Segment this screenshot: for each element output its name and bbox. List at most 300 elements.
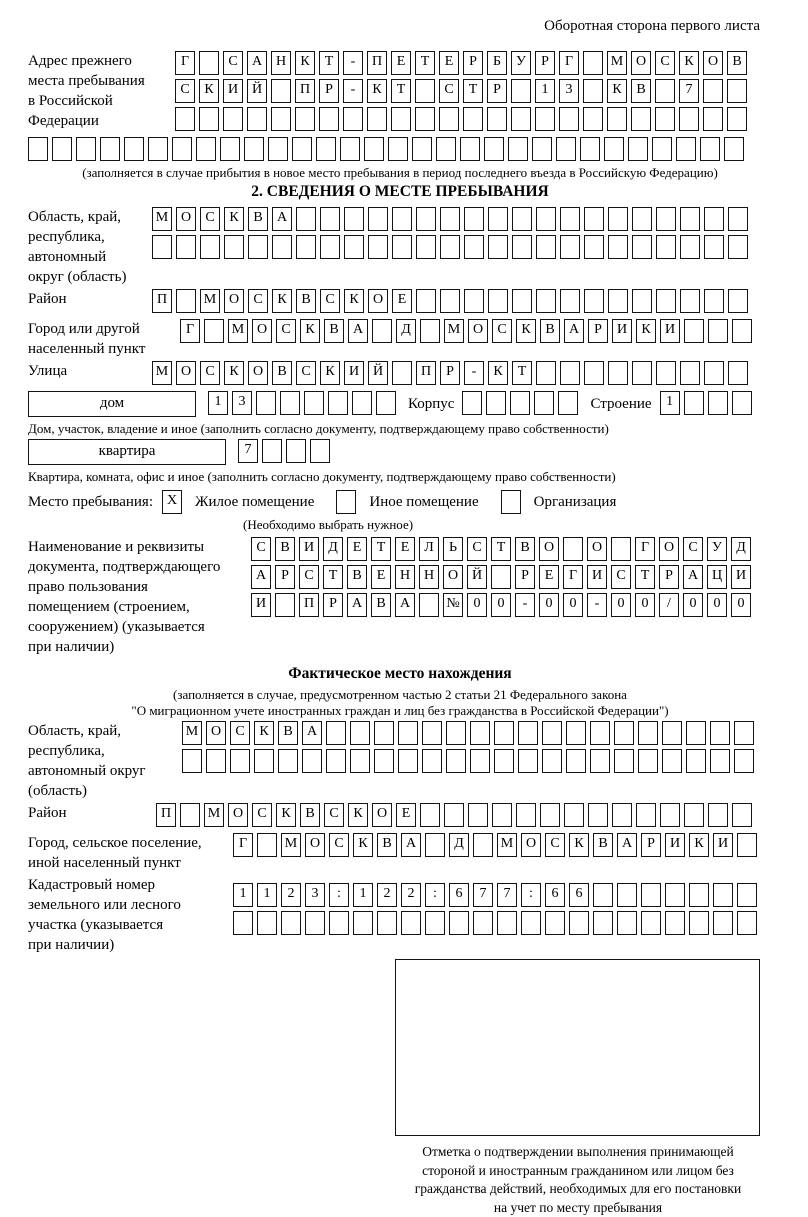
- char-cell: [440, 207, 460, 231]
- char-cell: [680, 235, 700, 259]
- char-cell: Ц: [707, 565, 727, 589]
- option-other-premises-label: Иное помещение: [369, 494, 479, 510]
- section3-title: Фактическое место нахождения: [288, 665, 512, 682]
- char-cell: С: [299, 565, 319, 589]
- char-cell: [536, 289, 556, 313]
- char-cell: В: [272, 361, 292, 385]
- char-cell: [350, 749, 370, 773]
- char-cell: Т: [323, 565, 343, 589]
- char-cell: Р: [659, 565, 679, 589]
- char-cell: В: [347, 565, 367, 589]
- char-cell: [257, 911, 277, 935]
- char-cell: [473, 833, 493, 857]
- char-cell: -: [343, 79, 363, 103]
- cadastral-label: Кадастровый номер земельного или лесного участка (указывается при наличии): [28, 877, 181, 953]
- char-cell: [440, 289, 460, 313]
- char-cell: 7: [679, 79, 699, 103]
- field-cadastral: [28, 875, 772, 955]
- char-cell: [656, 361, 676, 385]
- char-cell: [511, 79, 531, 103]
- char-cell: И: [223, 79, 243, 103]
- char-cell: [708, 319, 728, 343]
- char-cell: /: [659, 593, 679, 617]
- char-cell: [704, 235, 724, 259]
- char-cell: [392, 361, 412, 385]
- char-cell: Й: [467, 565, 487, 589]
- char-cell: [656, 289, 676, 313]
- char-cell: [641, 911, 661, 935]
- place-type-row: [28, 489, 772, 515]
- char-cell: [175, 107, 195, 131]
- char-cell: [501, 490, 521, 514]
- char-cell: [326, 721, 346, 745]
- char-cell: [708, 803, 728, 827]
- section2-title: 2. СВЕДЕНИЯ О МЕСТЕ ПРЕБЫВАНИЯ: [251, 183, 549, 200]
- char-cell: [449, 911, 469, 935]
- char-cell: В: [540, 319, 560, 343]
- char-cell: К: [607, 79, 627, 103]
- region-actual-label: Область, край, республика, автономный округ (область): [28, 723, 146, 799]
- char-cell: [728, 207, 748, 231]
- char-cell: [703, 107, 723, 131]
- char-cell: В: [515, 537, 535, 561]
- char-cell: П: [156, 803, 176, 827]
- char-cell: К: [636, 319, 656, 343]
- char-cell: В: [371, 593, 391, 617]
- char-cell: [462, 391, 482, 415]
- char-cell: [703, 79, 723, 103]
- char-boxes-row: [233, 883, 761, 907]
- char-cell: [425, 833, 445, 857]
- char-cell: [460, 137, 480, 161]
- char-cell: [336, 490, 356, 514]
- char-cell: М: [228, 319, 248, 343]
- char-cell: [583, 79, 603, 103]
- char-boxes-row: [156, 803, 756, 827]
- char-cell: -: [587, 593, 607, 617]
- char-cell: [491, 565, 511, 589]
- char-cell: [710, 749, 730, 773]
- char-cell: №: [443, 593, 463, 617]
- char-cell: Р: [440, 361, 460, 385]
- char-cell: [416, 289, 436, 313]
- char-cell: К: [353, 833, 373, 857]
- char-cell: 0: [611, 593, 631, 617]
- char-cell: [180, 803, 200, 827]
- char-cell: [436, 137, 456, 161]
- char-cell: [326, 749, 346, 773]
- char-boxes-row: [462, 391, 582, 415]
- char-cell: [631, 107, 651, 131]
- char-cell: [484, 137, 504, 161]
- char-cell: [280, 391, 300, 415]
- char-cell: [172, 137, 192, 161]
- field-document: [28, 537, 772, 657]
- char-cell: Т: [463, 79, 483, 103]
- char-cell: Н: [271, 51, 291, 75]
- char-cell: [662, 721, 682, 745]
- char-cell: [446, 749, 466, 773]
- char-cell: [262, 439, 282, 463]
- char-cell: [534, 391, 554, 415]
- char-cell: [724, 137, 744, 161]
- char-cell: В: [377, 833, 397, 857]
- district-actual-label: Район: [28, 805, 67, 821]
- char-boxes-row: [238, 439, 334, 463]
- char-cell: О: [703, 51, 723, 75]
- prev-address-rows: [175, 51, 751, 135]
- char-cell: О: [228, 803, 248, 827]
- char-cell: [254, 749, 274, 773]
- char-cell: Г: [563, 565, 583, 589]
- char-cell: [614, 721, 634, 745]
- char-cell: [689, 911, 709, 935]
- char-cell: [488, 235, 508, 259]
- char-cell: С: [276, 319, 296, 343]
- char-cell: Р: [588, 319, 608, 343]
- char-cell: 1: [233, 883, 253, 907]
- char-cell: [684, 391, 704, 415]
- char-cell: К: [224, 207, 244, 231]
- char-cell: С: [329, 833, 349, 857]
- char-cell: [732, 803, 752, 827]
- char-cell: [377, 911, 397, 935]
- char-cell: С: [296, 361, 316, 385]
- char-cell: С: [248, 289, 268, 313]
- char-cell: [512, 235, 532, 259]
- option-residential-label: Жилое помещение: [195, 494, 315, 510]
- char-cell: [364, 137, 384, 161]
- char-cell: [497, 911, 517, 935]
- char-boxes-row: [233, 833, 761, 857]
- char-cell: В: [727, 51, 747, 75]
- char-cell: [440, 235, 460, 259]
- char-cell: С: [223, 51, 243, 75]
- char-cell: 6: [545, 883, 565, 907]
- char-cell: Е: [395, 537, 415, 561]
- char-cell: [439, 107, 459, 131]
- char-cell: 0: [635, 593, 655, 617]
- char-cell: О: [224, 289, 244, 313]
- char-cell: С: [545, 833, 565, 857]
- char-cell: Т: [415, 51, 435, 75]
- char-cell: [488, 289, 508, 313]
- char-cell: [611, 537, 631, 561]
- char-cell: [329, 911, 349, 935]
- char-cell: [344, 207, 364, 231]
- char-cell: [583, 51, 603, 75]
- stroenie-label: Строение: [590, 396, 652, 412]
- char-cell: К: [689, 833, 709, 857]
- char-cell: [732, 391, 752, 415]
- char-cell: [319, 107, 339, 131]
- char-cell: 1: [660, 391, 680, 415]
- char-cell: [676, 137, 696, 161]
- char-cell: С: [492, 319, 512, 343]
- char-cell: С: [324, 803, 344, 827]
- char-cell: [398, 749, 418, 773]
- char-cell: Й: [368, 361, 388, 385]
- char-cell: С: [252, 803, 272, 827]
- char-cell: [248, 235, 268, 259]
- char-cell: [508, 137, 528, 161]
- char-cell: Е: [396, 803, 416, 827]
- char-cell: [569, 911, 589, 935]
- char-cell: [732, 319, 752, 343]
- char-cell: П: [367, 51, 387, 75]
- house-note: Дом, участок, владение и иное (заполнить согласно документу, подтверждающему право собственности): [28, 421, 609, 436]
- char-cell: [392, 207, 412, 231]
- char-cell: К: [272, 289, 292, 313]
- char-cell: Н: [419, 565, 439, 589]
- char-cell: [710, 721, 730, 745]
- char-cell: Р: [275, 565, 295, 589]
- char-cell: С: [200, 207, 220, 231]
- char-cell: К: [320, 361, 340, 385]
- char-boxes-row: [208, 391, 400, 415]
- char-cell: [470, 749, 490, 773]
- char-cell: О: [176, 207, 196, 231]
- char-cell: [728, 289, 748, 313]
- char-cell: [684, 319, 704, 343]
- char-cell: [584, 235, 604, 259]
- char-cell: [328, 391, 348, 415]
- char-cell: Р: [641, 833, 661, 857]
- char-cell: 7: [497, 883, 517, 907]
- char-cell: [607, 107, 627, 131]
- char-cell: [376, 391, 396, 415]
- char-cell: [419, 593, 439, 617]
- char-cell: [304, 391, 324, 415]
- char-cell: 1: [257, 883, 277, 907]
- char-cell: Н: [395, 565, 415, 589]
- char-cell: С: [611, 565, 631, 589]
- field-region-actual: [28, 721, 772, 801]
- char-cell: Д: [396, 319, 416, 343]
- char-cell: 7: [473, 883, 493, 907]
- char-cell: И: [587, 565, 607, 589]
- char-cell: [656, 235, 676, 259]
- char-cell: [558, 391, 578, 415]
- char-cell: [584, 207, 604, 231]
- char-boxes-row: [152, 235, 752, 259]
- char-cell: [295, 107, 315, 131]
- char-cell: :: [329, 883, 349, 907]
- char-cell: [521, 911, 541, 935]
- char-cell: [353, 911, 373, 935]
- char-cell: [368, 207, 388, 231]
- field-city-actual: [28, 833, 772, 873]
- char-cell: Т: [512, 361, 532, 385]
- char-cell: Е: [539, 565, 559, 589]
- char-cell: 0: [467, 593, 487, 617]
- street-label: Улица: [28, 363, 68, 379]
- char-cell: [420, 319, 440, 343]
- char-cell: [612, 803, 632, 827]
- char-cell: К: [300, 319, 320, 343]
- char-cell: М: [182, 721, 202, 745]
- char-cell: [593, 883, 613, 907]
- char-cell: Е: [391, 51, 411, 75]
- char-cell: А: [683, 565, 703, 589]
- char-cell: [464, 207, 484, 231]
- char-cell: [604, 137, 624, 161]
- char-cell: [492, 803, 512, 827]
- char-cell: [367, 107, 387, 131]
- char-cell: [268, 137, 288, 161]
- char-cell: -: [464, 361, 484, 385]
- char-cell: :: [425, 883, 445, 907]
- char-cell: 0: [563, 593, 583, 617]
- region-label: Область, край, республика, автономный округ (область): [28, 209, 127, 285]
- char-cell: О: [443, 565, 463, 589]
- char-cell: К: [367, 79, 387, 103]
- char-cell: [665, 911, 685, 935]
- char-cell: [302, 749, 322, 773]
- char-boxes-row: [175, 79, 751, 103]
- char-cell: П: [299, 593, 319, 617]
- char-cell: [728, 361, 748, 385]
- char-cell: С: [655, 51, 675, 75]
- char-cell: М: [444, 319, 464, 343]
- char-cell: [656, 207, 676, 231]
- char-boxes-row: [182, 749, 758, 773]
- char-cell: Д: [449, 833, 469, 857]
- char-cell: Р: [319, 79, 339, 103]
- char-cell: [686, 721, 706, 745]
- char-cell: Й: [247, 79, 267, 103]
- char-cell: Ь: [443, 537, 463, 561]
- char-cell: [727, 107, 747, 131]
- char-cell: О: [539, 537, 559, 561]
- char-cell: 0: [683, 593, 703, 617]
- char-cell: Г: [175, 51, 195, 75]
- char-cell: А: [395, 593, 415, 617]
- char-cell: [494, 721, 514, 745]
- char-cell: И: [731, 565, 751, 589]
- document-label: Наименование и реквизиты документа, подтверждающего право пользования помещением (строением, сооружением) (указывается при наличии): [28, 539, 221, 655]
- char-cell: [340, 137, 360, 161]
- char-cell: 1: [353, 883, 373, 907]
- char-cell: [463, 107, 483, 131]
- char-cell: Р: [323, 593, 343, 617]
- char-cell: [734, 721, 754, 745]
- char-cell: [566, 749, 586, 773]
- char-cell: [532, 137, 552, 161]
- char-cell: О: [631, 51, 651, 75]
- char-cell: О: [368, 289, 388, 313]
- char-cell: [247, 107, 267, 131]
- char-cell: [316, 137, 336, 161]
- char-cell: С: [230, 721, 250, 745]
- char-cell: Е: [392, 289, 412, 313]
- char-cell: К: [199, 79, 219, 103]
- char-cell: М: [152, 361, 172, 385]
- char-cell: П: [416, 361, 436, 385]
- char-cell: Т: [391, 79, 411, 103]
- char-cell: [560, 289, 580, 313]
- char-cell: [679, 107, 699, 131]
- char-cell: [516, 803, 536, 827]
- char-cell: [584, 361, 604, 385]
- char-cell: [608, 361, 628, 385]
- char-cell: А: [272, 207, 292, 231]
- field-prev-address: [28, 51, 772, 135]
- char-cell: О: [372, 803, 392, 827]
- char-cell: [535, 107, 555, 131]
- char-cell: Т: [371, 537, 391, 561]
- char-cell: [486, 391, 506, 415]
- char-cell: [608, 289, 628, 313]
- char-cell: О: [206, 721, 226, 745]
- char-cell: 0: [491, 593, 511, 617]
- char-boxes-row: [175, 51, 751, 75]
- char-cell: Г: [635, 537, 655, 561]
- char-cell: [388, 137, 408, 161]
- char-cell: [244, 137, 264, 161]
- city-label: Город или другой населенный пункт: [28, 321, 146, 357]
- char-cell: [641, 883, 661, 907]
- house-row: [28, 391, 772, 419]
- char-cell: [560, 361, 580, 385]
- char-cell: [444, 803, 464, 827]
- char-cell: [416, 235, 436, 259]
- char-cell: [559, 107, 579, 131]
- char-cell: [196, 137, 216, 161]
- char-cell: 0: [731, 593, 751, 617]
- char-cell: [584, 289, 604, 313]
- char-cell: 1: [208, 391, 228, 415]
- char-cell: [398, 721, 418, 745]
- char-cell: [632, 207, 652, 231]
- place-type-label: Место пребывания:: [28, 494, 153, 510]
- char-boxes-row: [251, 565, 755, 589]
- char-cell: О: [248, 361, 268, 385]
- char-cell: [468, 803, 488, 827]
- char-cell: [737, 911, 757, 935]
- char-cell: [320, 235, 340, 259]
- char-cell: [632, 289, 652, 313]
- char-cell: [680, 207, 700, 231]
- char-cell: [224, 235, 244, 259]
- char-cell: [124, 137, 144, 161]
- char-cell: 0: [539, 593, 559, 617]
- char-cell: Г: [559, 51, 579, 75]
- char-cell: [713, 911, 733, 935]
- char-cell: И: [344, 361, 364, 385]
- char-cell: [368, 235, 388, 259]
- char-cell: [100, 137, 120, 161]
- char-cell: [518, 721, 538, 745]
- char-cell: В: [278, 721, 298, 745]
- field-district: [28, 289, 772, 317]
- char-cell: К: [295, 51, 315, 75]
- char-cell: [286, 439, 306, 463]
- char-cell: У: [707, 537, 727, 561]
- char-cell: -: [343, 51, 363, 75]
- char-cell: [148, 137, 168, 161]
- char-cell: В: [248, 207, 268, 231]
- char-cell: [176, 289, 196, 313]
- char-cell: [593, 911, 613, 935]
- char-cell: [512, 207, 532, 231]
- region-rows: [152, 207, 752, 263]
- char-cell: О: [587, 537, 607, 561]
- char-cell: [590, 749, 610, 773]
- char-cell: К: [569, 833, 589, 857]
- char-cell: [199, 51, 219, 75]
- char-cell: Е: [347, 537, 367, 561]
